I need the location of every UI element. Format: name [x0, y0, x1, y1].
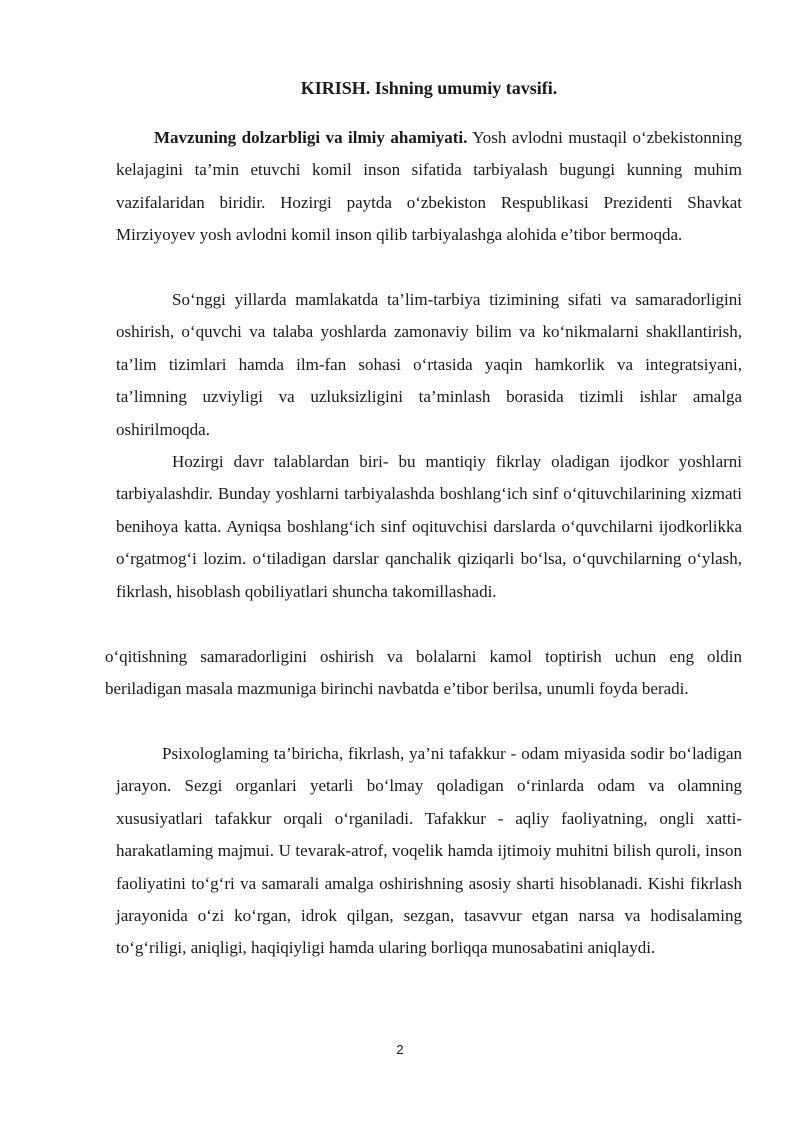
- paragraph-lead-heading: Mavzuning dolzarbligi va ilmiy ahamiyati.: [154, 128, 468, 147]
- page-number: 2: [396, 1042, 404, 1057]
- paragraph-creative-youth: Hozirgi davr talablardan biri- bu mantiqiy fikrlay oladigan ijodkor yoshlarni tarbiyalashdir. Bunday yoshlarni tarbiyalashda boshlang‘ich sinf o‘qituvchilarining xizmati benihoya katta. Ayniqsa boshlang‘ich sinf oqituvchisi darslarda o‘quvchilarni ijodkorlikka o‘rgatmog‘i lozim. o‘tiladigan darslar qanchalik qiziqarli bo‘lsa, o‘quvchilarning o‘ylash, fikrlash, hisoblash qobiliyatlari shuncha takomillashadi.: [116, 452, 742, 601]
- paragraph-education-reform: So‘nggi yillarda mamlakatda ta’lim-tarbiya tizimining sifati va samaradorligini oshirish, o‘quvchi va talaba yoshlarda zamonaviy bilim va ko‘nikmalarni shakllantirish, ta’lim tizimlari hamda ilm-fan sohasi o‘rtasida yaqin hamkorlik va integratsiyani, ta’limning uzviyligi va uzluksizligini ta’minlash borasida tizimli ishlar amalga oshirilmoqda.: [116, 290, 742, 439]
- paragraph-psychology-thinking: Psixologlaming ta’biricha, fikrlash, ya’ni tafakkur - odam miyasida sodir bo‘ladigan jarayon. Sezgi organlari yetarli bo‘lmay qoladigan o‘rinlarda odam va olamning xususiyatlari tafakkur orqali o‘rganiladi. Tafakkur - aqliy faoliyatning, ongli xatti-harakatlaming majmui. U tevarak-atrof, voqelik hamda ijtimoiy muhitni bilish quroli, inson faoliyatini to‘g‘ri va samarali amalga oshirishning asosiy sharti hisoblanadi. Kishi fikrlash jarayonida o‘zi ko‘rgan, idrok qilgan, sezgan, tasavvur etgan narsa va hodisalaming to‘g‘riligi, aniqligi, haqiqiyligi hamda ularing borliqqa munosabatini aniqlaydi.: [116, 744, 742, 958]
- paragraph-text: Yosh avlodni mustaqil o‘zbekistonning kelajagini ta’min etuvchi komil inson sifatida tarbiyalash bugungi kunning muhim vazifalaridan biridir. Hozirgi paytda o‘zbekiston Respublikasi Prezidenti Shavkat Mirziyoyev yosh avlodni komil inson qilib tarbiyalashga alohida e’tibor bermoqda.: [116, 128, 742, 245]
- paragraph-teaching-efficiency: o‘qitishning samaradorligini oshirish va bolalarni kamol toptirish uchun eng oldin beriladigan masala mazmuniga birinchi navbatda e’tibor berilsa, unumli foyda beradi.: [105, 647, 742, 699]
- paragraph-relevance: [116, 122, 742, 252]
- document-title: KIRISH. Ishning umumiy tavsifi.: [300, 78, 558, 98]
